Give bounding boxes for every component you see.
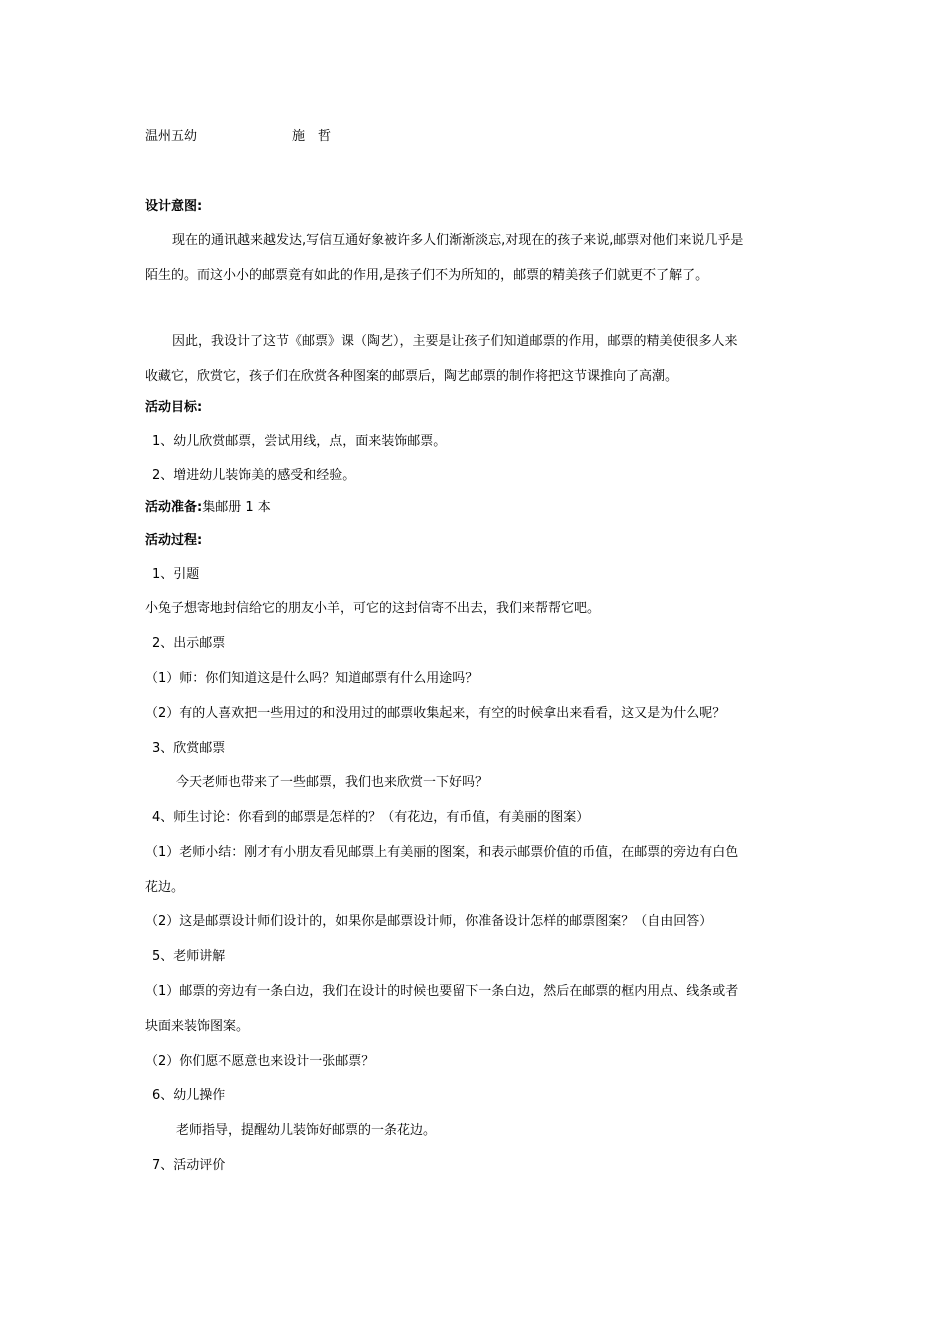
goals-heading: 活动目标:	[145, 400, 203, 415]
process-step-5: 5、老师讲解	[152, 949, 226, 964]
process-step-5-a-line-1: （1）邮票的旁边有一条白边，我们在设计的时候也要留下一条白边，然后在邮票的框内用点、线条或者	[145, 984, 739, 999]
process-step-2: 2、出示邮票	[152, 636, 226, 651]
author-name: 施 哲	[292, 129, 332, 144]
process-step-1: 1、引题	[152, 567, 200, 582]
process-step-2-b: （2）有的人喜欢把一些用过的和没用过的邮票收集起来，有空的时候拿出来看看，这又是为什么呢？	[145, 706, 726, 721]
design-intent-paragraph-2-line-1: 因此，我设计了这节《邮票》课（陶艺），主要是让孩子们知道邮票的作用，邮票的精美使很多人来	[172, 334, 738, 349]
prep-text: 集邮册 1 本	[202, 500, 271, 515]
process-step-4-b: （2）这是邮票设计师们设计的，如果你是邮票设计师，你准备设计怎样的邮票图案？（自由回答）	[145, 914, 713, 929]
design-intent-paragraph-1-line-2: 陌生的。而这小小的邮票竟有如此的作用,是孩子们不为所知的，邮票的精美孩子们就更不了解了。	[145, 268, 709, 283]
goal-item: 1、幼儿欣赏邮票，尝试用线，点，面来装饰邮票。	[152, 434, 447, 449]
process-heading: 活动过程:	[145, 533, 203, 548]
process-step-5-b: （2）你们愿不愿意也来设计一张邮票？	[145, 1054, 375, 1069]
prep-line	[145, 500, 271, 516]
prep-heading: 活动准备:	[145, 500, 203, 515]
process-step-4-a-line-2: 花边。	[145, 880, 185, 895]
design-intent-paragraph-2-line-2: 收藏它，欣赏它，孩子们在欣赏各种图案的邮票后，陶艺邮票的制作将把这节课推向了高潮。	[145, 369, 679, 384]
process-step-7: 7、活动评价	[152, 1158, 226, 1173]
process-step-4: 4、师生讨论：你看到的邮票是怎样的？（有花边，有币值，有美丽的图案）	[152, 810, 590, 825]
process-step-4-a-line-1: （1）老师小结：刚才有小朋友看见邮票上有美丽的图案，和表示邮票价值的币值，在邮票的旁边有白色	[145, 845, 739, 860]
process-step-3: 3、欣赏邮票	[152, 741, 226, 756]
header-line	[145, 129, 332, 145]
process-step-2-a: （1）师：你们知道这是什么吗？知道邮票有什么用途吗？	[145, 671, 479, 686]
design-intent-heading: 设计意图:	[145, 199, 203, 214]
process-step-6: 6、幼儿操作	[152, 1088, 226, 1103]
process-step-5-a-line-2: 块面来装饰图案。	[145, 1019, 250, 1034]
process-step-6-text: 老师指导，提醒幼儿装饰好邮票的一条花边。	[176, 1123, 437, 1138]
process-step-1-text: 小兔子想寄地封信给它的朋友小羊，可它的这封信寄不出去，我们来帮帮它吧。	[145, 601, 601, 616]
school-name: 温州五幼	[145, 129, 198, 144]
design-intent-paragraph-1-line-1: 现在的通讯越来越发达,写信互通好象被许多人们渐渐淡忘,对现在的孩子来说,邮票对他们来说几乎是	[172, 233, 744, 248]
process-step-3-text: 今天老师也带来了一些邮票，我们也来欣赏一下好吗？	[176, 775, 489, 790]
goal-item: 2、增进幼儿装饰美的感受和经验。	[152, 468, 356, 483]
